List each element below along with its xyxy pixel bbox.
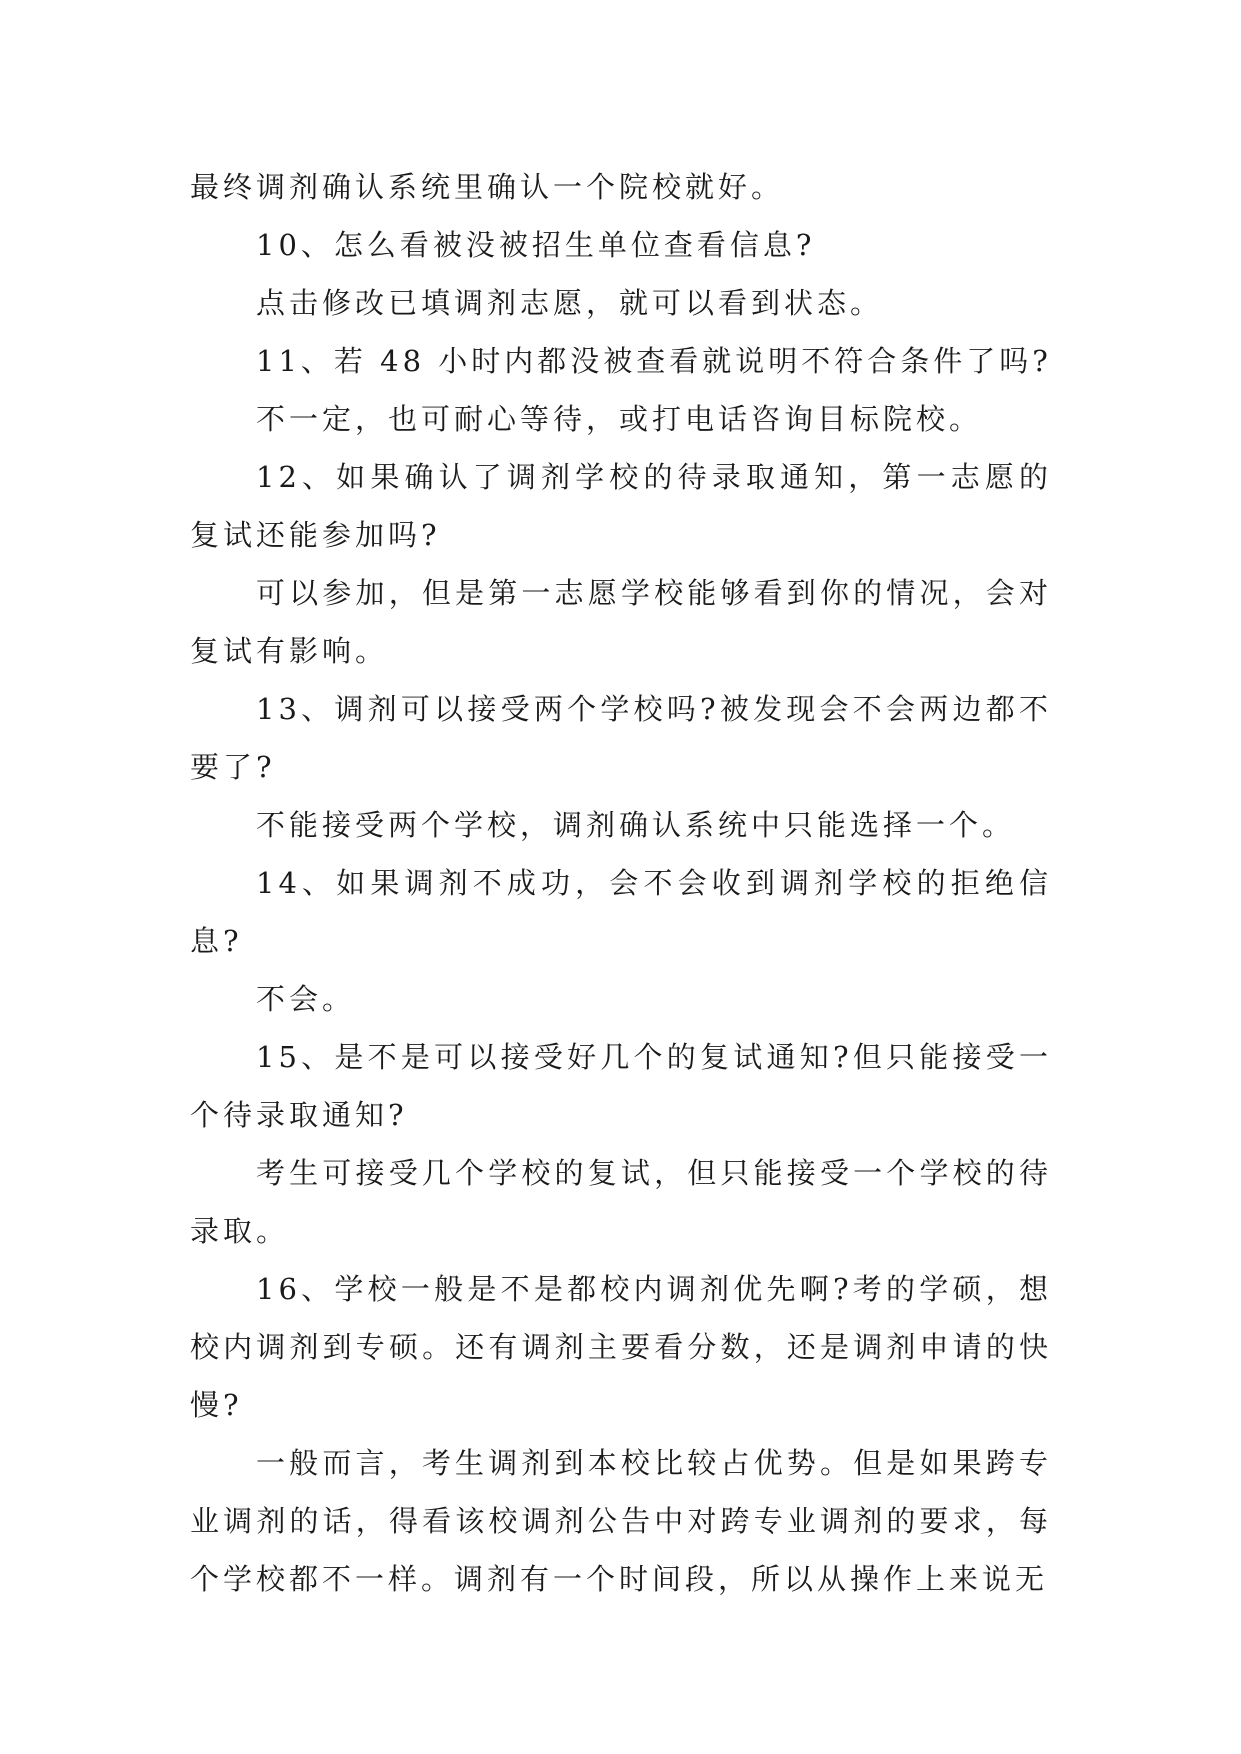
- question-12: 12、如果确认了调剂学校的待录取通知，第一志愿的复试还能参加吗?: [190, 460, 1052, 552]
- question-14: 14、如果调剂不成功，会不会收到调剂学校的拒绝信息?: [190, 866, 1052, 958]
- answer-16: 一般而言，考生调剂到本校比较占优势。但是如果跨专业调剂的话，得看该校调剂公告中对跨专业调剂的要求，每个学校都不一样。调剂有一个时间段，所以从操作上来说无: [190, 1446, 1052, 1596]
- answer-13: 不能接受两个学校，调剂确认系统中只能选择一个。: [256, 808, 1016, 842]
- answer-12: 可以参加，但是第一志愿学校能够看到你的情况，会对复试有影响。: [190, 576, 1052, 668]
- question-11: 11、若 48 小时内都没被查看就说明不符合条件了吗?: [256, 344, 1052, 378]
- question-16: 16、学校一般是不是都校内调剂优先啊?考的学硕，想校内调剂到专硕。还有调剂主要看分数，还是调剂申请的快慢?: [190, 1272, 1052, 1422]
- answer-14: 不会。: [256, 982, 356, 1016]
- question-13: 13、调剂可以接受两个学校吗?被发现会不会两边都不要了?: [190, 692, 1052, 784]
- question-15: 15、是不是可以接受好几个的复试通知?但只能接受一个待录取通知?: [190, 1040, 1052, 1132]
- paragraph-1: 最终调剂确认系统里确认一个院校就好。: [190, 170, 785, 204]
- answer-10: 点击修改已填调剂志愿，就可以看到状态。: [256, 286, 884, 320]
- question-10: 10、怎么看被没被招生单位查看信息?: [256, 228, 816, 262]
- answer-11: 不一定，也可耐心等待，或打电话咨询目标院校。: [256, 402, 983, 436]
- document-body: [190, 158, 1052, 1608]
- answer-15: 考生可接受几个学校的复试，但只能接受一个学校的待录取。: [190, 1156, 1052, 1248]
